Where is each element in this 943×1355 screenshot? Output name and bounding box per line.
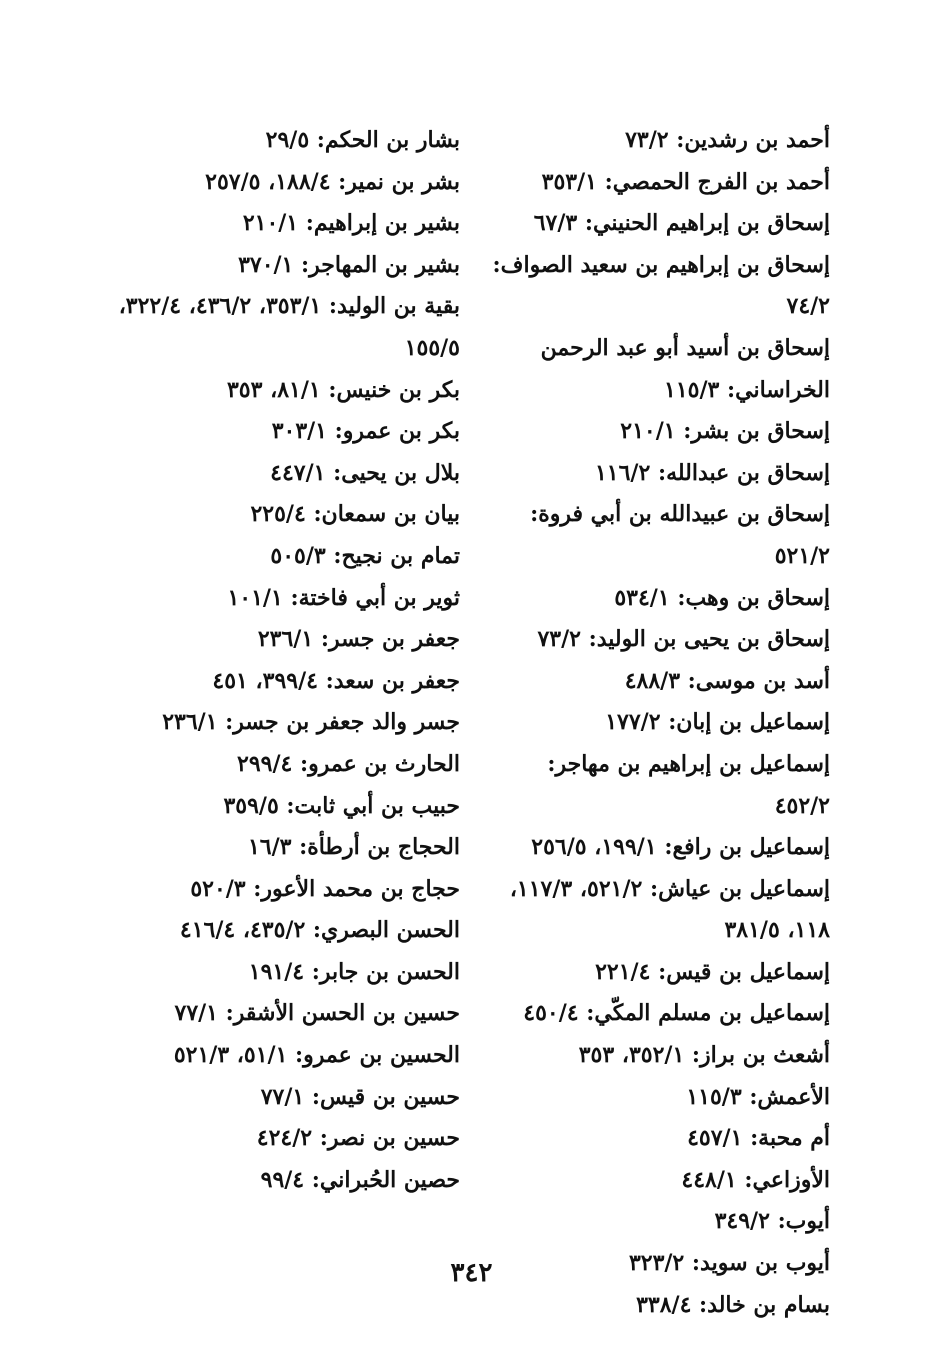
index-entry: الحارث بن عمرو: ٢٩٩/٤ xyxy=(237,750,460,777)
index-entry: إسحاق بن بشر: ٢١٠/١ xyxy=(620,418,830,445)
index-entry: إسماعيل بن قيس: ٢٢١/٤ xyxy=(595,958,830,985)
index-entry: الأعمش: ١١٥/٣ xyxy=(686,1083,830,1110)
index-entry: إسحاق بن إبراهيم الحنيني: ٦٧/٣ xyxy=(533,210,830,237)
index-column-right xyxy=(485,120,830,1326)
index-entry: حجاج بن محمد الأعور: ٥٢٠/٣ xyxy=(190,875,460,902)
index-entry: إسماعيل بن مسلم المكّي: ٤٥٠/٤ xyxy=(523,1000,830,1027)
index-entry: بكر بن خنيس: ٨١/١، ٣٥٣ xyxy=(226,376,460,403)
index-entry: إسحاق بن عبيدالله بن أبي فروة: ٥٢١/٢ xyxy=(530,501,830,569)
index-entry: أحمد بن الفرج الحمصي: ٣٥٣/١ xyxy=(541,168,830,195)
index-entry: حبيب بن أبي ثابت: ٣٥٩/٥ xyxy=(223,792,460,819)
index-entry: حصين الحُبراني: ٩٩/٤ xyxy=(260,1166,460,1193)
index-column-left xyxy=(115,120,460,1201)
index-entry: إسماعيل بن إبان: ١٧٧/٢ xyxy=(605,709,830,736)
index-entry: الحجاج بن أرطأة: ١٦/٣ xyxy=(247,834,460,861)
index-entry: إسحاق بن أسيد أبو عبد الرحمن الخراساني: ١١٥/٣ xyxy=(540,334,830,403)
index-entry: إسحاق بن وهب: ٥٣٤/١ xyxy=(614,584,830,611)
index-entry: بشير بن المهاجر: ٣٧٠/١ xyxy=(238,251,460,278)
index-entry: تمام بن نجيح: ٥٠٥/٣ xyxy=(270,542,460,569)
index-entry: إسماعيل بن عياش: ٥٢١/٢، ١١٧/٣، ١١٨، ٣٨١/٥ xyxy=(509,875,830,944)
index-entry: ثوير بن أبي فاختة: ١٠١/١ xyxy=(227,584,460,611)
index-entry: بشر بن نمير: ١٨٨/٤، ٢٥٧/٥ xyxy=(205,168,460,195)
index-entry: بكر بن عمرو: ٣٠٣/١ xyxy=(271,418,460,445)
index-entry: بيان بن سمعان: ٢٢٥/٤ xyxy=(250,501,460,528)
index-entry: أسد بن موسى: ٤٨٨/٣ xyxy=(624,667,830,694)
index-entry: الحسين بن عمرو: ٥١/١، ٥٢١/٣ xyxy=(173,1042,460,1069)
index-entry: حسين بن الحسن الأشقر: ٧٧/١ xyxy=(174,1000,460,1027)
index-entry: الحسن بن جابر: ١٩١/٤ xyxy=(248,958,460,985)
index-entry: حسين بن نصر: ٤٢٤/٢ xyxy=(256,1125,460,1152)
index-entry: حسين بن قيس: ٧٧/١ xyxy=(260,1083,460,1110)
index-entry: الأوزاعي: ٤٤٨/١ xyxy=(681,1166,830,1193)
index-entry: بسام بن خالد: ٣٣٨/٤ xyxy=(636,1291,830,1318)
index-entry: بلال بن يحيى: ٤٤٧/١ xyxy=(270,459,460,486)
index-entry: أحمد بن رشدين: ٧٣/٢ xyxy=(625,127,830,153)
page-number: ٣٤٢ xyxy=(450,1258,493,1288)
index-entry: أشعث بن براز: ٣٥٢/١، ٣٥٣ xyxy=(578,1042,830,1069)
index-entry: إسحاق بن إبراهيم بن سعيد الصواف: ٧٤/٢ xyxy=(492,251,830,320)
index-entry: أم محبة: ٤٥٧/١ xyxy=(687,1125,830,1152)
index-entry: بشار بن الحكم: ٢٩/٥ xyxy=(265,127,460,153)
index-entry: بقية بن الوليد: ٣٥٣/١، ٤٣٦/٢، ٣٢٢/٤، ١٥٥/٥ xyxy=(118,293,460,361)
index-entry: إسماعيل بن رافع: ١٩٩/١، ٢٥٦/٥ xyxy=(531,834,830,861)
index-entry: الحسن البصري: ٤٣٥/٢، ٤١٦/٤ xyxy=(179,917,460,944)
index-entry: إسحاق بن عبدالله: ١١٦/٢ xyxy=(594,459,830,486)
index-entry: جعفر بن جسر: ٢٣٦/١ xyxy=(257,626,460,653)
index-entry: بشير بن إبراهيم: ٢١٠/١ xyxy=(242,210,460,237)
index-entry: إسماعيل بن إبراهيم بن مهاجر: ٤٥٢/٢ xyxy=(547,750,830,819)
index-entry: أيوب: ٣٤٩/٢ xyxy=(714,1208,830,1235)
index-entry: جعفر بن سعد: ٣٩٩/٤، ٤٥١ xyxy=(212,667,460,694)
index-entry: إسحاق بن يحيى بن الوليد: ٧٣/٢ xyxy=(537,626,830,653)
index-entry: جسر والد جعفر بن جسر: ٢٣٦/١ xyxy=(162,709,460,736)
index-entry: أيوب بن سويد: ٣٢٣/٢ xyxy=(628,1250,830,1277)
